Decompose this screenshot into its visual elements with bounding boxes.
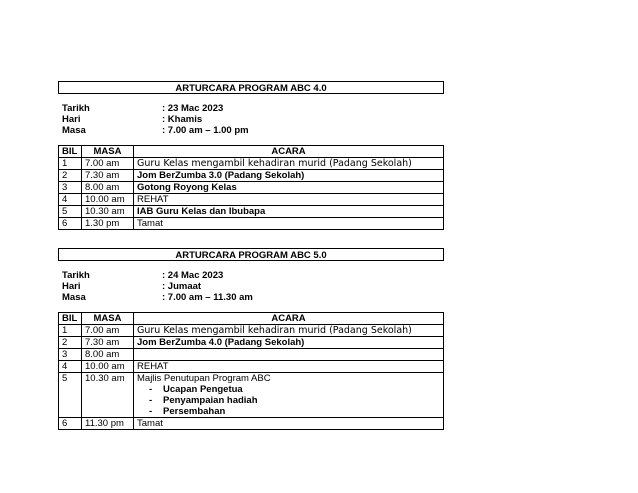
cell-acara: Guru Kelas mengambil kehadiran murid (Padang Sekolah) — [134, 325, 444, 337]
header-acara: ACARA — [134, 313, 444, 325]
info-value: : Khamis — [162, 114, 203, 125]
cell-bil: 1 — [59, 325, 82, 337]
cell-acara: Gotong Royong Kelas — [134, 182, 444, 194]
dash-bullet: - — [149, 384, 153, 395]
info-value: : 7.00 am – 1.00 pm — [162, 125, 249, 136]
info-label: Tarikh — [62, 103, 90, 114]
program-title: ARTURCARA PROGRAM ABC 5.0 — [58, 248, 444, 261]
cell-masa: 1.30 pm — [82, 218, 134, 230]
header-bil: BIL — [59, 313, 82, 325]
subitem-label: Ucapan Pengetua — [163, 384, 243, 395]
table-header-row — [59, 146, 444, 158]
cell-acara: Majlis Penutupan Program ABC — [137, 373, 271, 384]
info-row-masa — [58, 125, 444, 136]
cell-bil: 1 — [59, 158, 82, 170]
cell-acara: Jom BerZumba 4.0 (Padang Sekolah) — [134, 337, 444, 349]
cell-acara: Tamat — [134, 418, 444, 430]
header-masa: MASA — [82, 146, 134, 158]
cell-masa: 8.00 am — [82, 349, 134, 361]
header-bil: BIL — [59, 146, 82, 158]
info-label: Hari — [62, 281, 81, 292]
cell-bil: 3 — [59, 182, 82, 194]
info-value: : 24 Mac 2023 — [162, 270, 224, 281]
table-row — [59, 418, 444, 430]
cell-bil: 4 — [59, 361, 82, 373]
cell-acara: Tamat — [134, 218, 444, 230]
cell-masa: 7.30 am — [82, 170, 134, 182]
cell-acara: REHAT — [134, 194, 444, 206]
table-header-row — [59, 313, 444, 325]
dash-bullet: - — [149, 406, 153, 417]
cell-bil: 4 — [59, 194, 82, 206]
table-row — [59, 206, 444, 218]
cell-bil: 3 — [59, 349, 82, 361]
program-info — [58, 270, 444, 303]
table-row — [59, 349, 444, 361]
cell-masa: 7.00 am — [82, 158, 134, 170]
info-label: Masa — [62, 125, 86, 136]
cell-masa: 7.00 am — [82, 325, 134, 337]
table-row — [59, 218, 444, 230]
program-block-abc4 — [58, 81, 444, 230]
list-item — [137, 384, 440, 395]
cell-masa: 8.00 am — [82, 182, 134, 194]
subitem-label: Penyampaian hadiah — [163, 395, 258, 406]
list-item — [137, 406, 440, 417]
info-value: : Jumaat — [162, 281, 202, 292]
info-row-hari — [58, 114, 444, 125]
table-row — [59, 182, 444, 194]
info-row-tarikh — [58, 270, 444, 281]
cell-acara — [134, 349, 444, 361]
header-acara: ACARA — [134, 146, 444, 158]
program-info — [58, 103, 444, 136]
cell-acara: REHAT — [134, 361, 444, 373]
schedule-table — [58, 145, 444, 230]
info-row-tarikh — [58, 103, 444, 114]
cell-bil: 5 — [59, 373, 82, 418]
info-value: : 23 Mac 2023 — [162, 103, 224, 114]
cell-masa: 10.30 am — [82, 373, 134, 418]
info-label: Masa — [62, 292, 86, 303]
cell-bil: 6 — [59, 218, 82, 230]
info-row-hari — [58, 281, 444, 292]
header-masa: MASA — [82, 313, 134, 325]
table-row — [59, 337, 444, 349]
cell-masa: 10.00 am — [82, 194, 134, 206]
table-row — [59, 158, 444, 170]
cell-masa: 10.00 am — [82, 361, 134, 373]
table-row — [59, 170, 444, 182]
table-row — [59, 361, 444, 373]
info-label: Hari — [62, 114, 81, 125]
subitem-label: Persembahan — [163, 406, 226, 417]
cell-bil: 2 — [59, 337, 82, 349]
table-row — [59, 325, 444, 337]
list-item — [137, 395, 440, 406]
info-label: Tarikh — [62, 270, 90, 281]
program-title: ARTURCARA PROGRAM ABC 4.0 — [58, 81, 444, 94]
cell-bil: 6 — [59, 418, 82, 430]
cell-acara: IAB Guru Kelas dan Ibubapa — [134, 206, 444, 218]
cell-acara: Jom BerZumba 3.0 (Padang Sekolah) — [134, 170, 444, 182]
info-row-masa — [58, 292, 444, 303]
table-row — [59, 373, 444, 418]
cell-acara-with-subitems — [134, 373, 444, 418]
schedule-table — [58, 312, 444, 430]
cell-bil: 2 — [59, 170, 82, 182]
dash-bullet: - — [149, 395, 153, 406]
program-block-abc5 — [58, 248, 444, 430]
cell-masa: 7.30 am — [82, 337, 134, 349]
cell-acara: Guru Kelas mengambil kehadiran murid (Padang Sekolah) — [134, 158, 444, 170]
cell-masa: 10.30 am — [82, 206, 134, 218]
table-row — [59, 194, 444, 206]
subitem-list — [137, 384, 440, 417]
info-value: : 7.00 am – 11.30 am — [162, 292, 253, 303]
cell-bil: 5 — [59, 206, 82, 218]
cell-masa: 11.30 pm — [82, 418, 134, 430]
